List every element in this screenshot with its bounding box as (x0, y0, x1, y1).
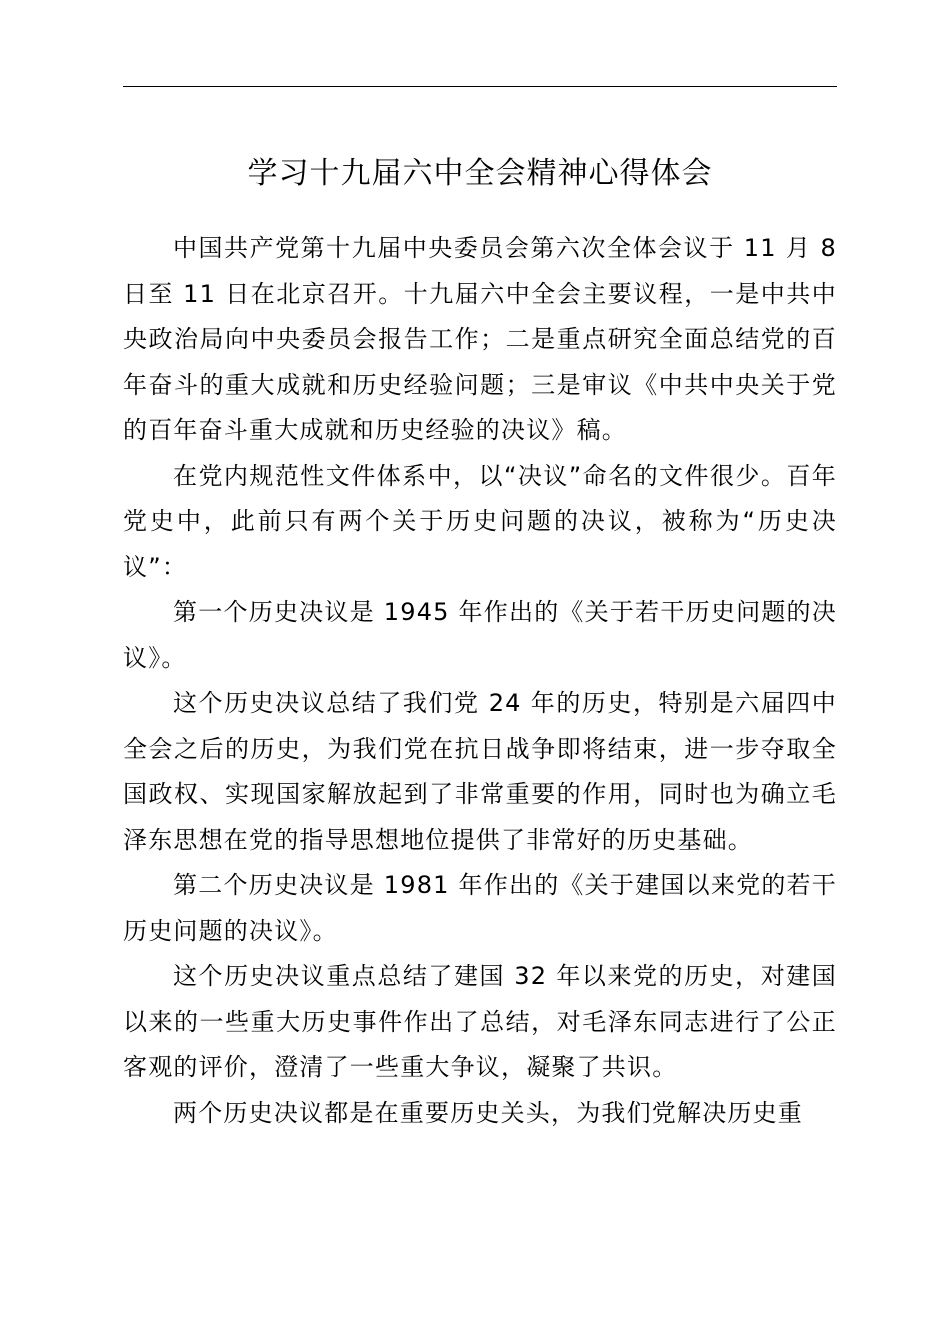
paragraph-2: 在党内规范性文件体系中，以“决议”命名的文件很少。百年党史中，此前只有两个关于历史问题的决议，被称为“历史决议”： (123, 461, 837, 581)
paragraph-1: 中国共产党第十九届中央委员会第六次全体会议于 11 月 8 日至 11 日在北京召开。十九届六中全会主要议程，一是中共中央政治局向中央委员会报告工作；二是重点研究全面总结党的百年奋斗的重大成就和历史经验问题；三是审议《中共中央关于党的百年奋斗重大成就和历史经验的决议》稿。 (123, 234, 837, 444)
paragraph-7: 两个历史决议都是在重要历史关头，为我们党解决历史重 (173, 1098, 803, 1127)
paragraph-5: 第二个历史决议是 1981 年作出的《关于建国以来党的若干历史问题的决议》。 (123, 871, 837, 945)
paragraph-4: 这个历史决议总结了我们党 24 年的历史，特别是六届四中全会之后的历史，为我们党在抗日战争即将结束，进一步夺取全国政权、实现国家解放起到了非常重要的作用，同时也为确立毛泽东思想在党的指导思想地位提供了非常好的历史基础。 (123, 689, 837, 854)
document-body (123, 226, 837, 1136)
paragraph-3: 第一个历史决议是 1945 年作出的《关于若干历史问题的决议》。 (123, 598, 837, 672)
document-title: 学习十九届六中全会精神心得体会 (247, 156, 713, 191)
paragraph-6: 这个历史决议重点总结了建国 32 年以来党的历史，对建国以来的一些重大历史事件作出了总结，对毛泽东同志进行了公正客观的评价，澄清了一些重大争议，凝聚了共识。 (123, 962, 837, 1081)
header-rule (123, 86, 837, 87)
